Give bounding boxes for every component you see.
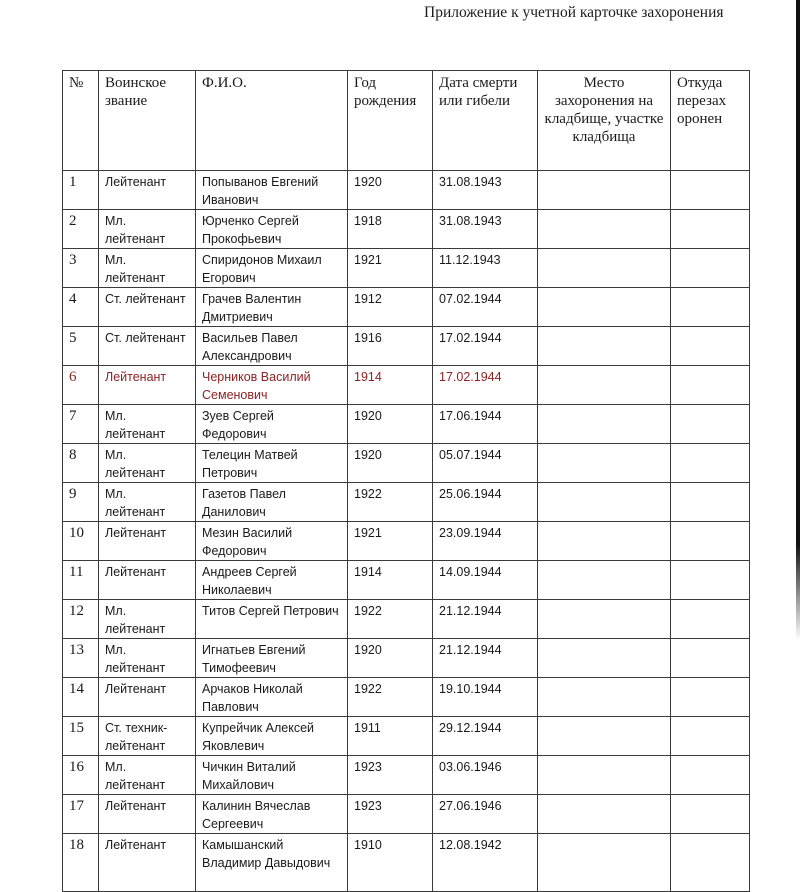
row-rank: Лейтенант — [99, 678, 196, 717]
table-row — [63, 834, 750, 892]
row-full-name: Калинин Вячеслав Сергеевич — [196, 795, 348, 834]
row-full-name: Попыванов Евгений Иванович — [196, 171, 348, 210]
row-death-date: 17.02.1944 — [433, 366, 538, 405]
row-burial-place — [538, 210, 671, 249]
row-number: 8 — [63, 444, 99, 483]
row-reburied-from — [671, 288, 750, 327]
row-number: 15 — [63, 717, 99, 756]
row-birth-year: 1922 — [348, 600, 433, 639]
row-full-name: Черников Василий Семенович — [196, 366, 348, 405]
row-death-date: 31.08.1943 — [433, 210, 538, 249]
header-rank: Воинское звание — [99, 71, 196, 171]
row-death-date: 23.09.1944 — [433, 522, 538, 561]
row-death-date: 21.12.1944 — [433, 600, 538, 639]
row-number: 11 — [63, 561, 99, 600]
header-burial-place: Место захоронения на кладбище, участке кладбища — [538, 71, 671, 171]
table-row — [63, 210, 750, 249]
header-name: Ф.И.О. — [196, 71, 348, 171]
row-burial-place — [538, 717, 671, 756]
row-number: 18 — [63, 834, 99, 892]
row-number: 2 — [63, 210, 99, 249]
row-rank: Мл. лейтенант — [99, 210, 196, 249]
row-reburied-from — [671, 795, 750, 834]
table-row — [63, 444, 750, 483]
header-death-date: Дата смерти или гибели — [433, 71, 538, 171]
row-reburied-from — [671, 756, 750, 795]
row-full-name: Арчаков Николай Павлович — [196, 678, 348, 717]
row-number: 14 — [63, 678, 99, 717]
row-birth-year: 1923 — [348, 756, 433, 795]
table-row — [63, 639, 750, 678]
row-number: 5 — [63, 327, 99, 366]
row-rank: Мл. лейтенант — [99, 600, 196, 639]
row-rank: Лейтенант — [99, 366, 196, 405]
row-burial-place — [538, 327, 671, 366]
row-death-date: 25.06.1944 — [433, 483, 538, 522]
row-number: 12 — [63, 600, 99, 639]
row-rank: Лейтенант — [99, 795, 196, 834]
row-birth-year: 1920 — [348, 444, 433, 483]
row-rank: Ст. техник-лейтенант — [99, 717, 196, 756]
row-birth-year: 1920 — [348, 171, 433, 210]
row-death-date: 03.06.1946 — [433, 756, 538, 795]
header-number: № — [63, 71, 99, 171]
row-death-date: 14.09.1944 — [433, 561, 538, 600]
table-row — [63, 366, 750, 405]
row-rank: Лейтенант — [99, 522, 196, 561]
row-death-date: 31.08.1943 — [433, 171, 538, 210]
table-row — [63, 171, 750, 210]
header-row — [63, 71, 750, 171]
table-row — [63, 249, 750, 288]
row-number: 13 — [63, 639, 99, 678]
row-number: 16 — [63, 756, 99, 795]
row-burial-place — [538, 249, 671, 288]
row-number: 7 — [63, 405, 99, 444]
row-reburied-from — [671, 171, 750, 210]
row-birth-year: 1923 — [348, 795, 433, 834]
row-death-date: 27.06.1946 — [433, 795, 538, 834]
row-burial-place — [538, 678, 671, 717]
table-row — [63, 600, 750, 639]
row-burial-place — [538, 639, 671, 678]
row-reburied-from — [671, 639, 750, 678]
header-birth-year: Год рождения — [348, 71, 433, 171]
row-birth-year: 1922 — [348, 678, 433, 717]
row-death-date: 12.08.1942 — [433, 834, 538, 892]
row-rank: Лейтенант — [99, 171, 196, 210]
row-rank: Ст. лейтенант — [99, 327, 196, 366]
row-full-name: Андреев Сергей Николаевич — [196, 561, 348, 600]
row-burial-place — [538, 366, 671, 405]
row-death-date: 07.02.1944 — [433, 288, 538, 327]
row-reburied-from — [671, 834, 750, 892]
header-reburied-from: Откуда перезах оронен — [671, 71, 750, 171]
row-full-name: Купрейчик Алексей Яковлевич — [196, 717, 348, 756]
row-burial-place — [538, 834, 671, 892]
row-reburied-from — [671, 366, 750, 405]
row-full-name: Зуев Сергей Федорович — [196, 405, 348, 444]
row-rank: Мл. лейтенант — [99, 483, 196, 522]
row-full-name: Чичкин Виталий Михайлович — [196, 756, 348, 795]
row-birth-year: 1920 — [348, 405, 433, 444]
row-birth-year: 1921 — [348, 249, 433, 288]
row-birth-year: 1921 — [348, 522, 433, 561]
row-burial-place — [538, 522, 671, 561]
row-rank: Мл. лейтенант — [99, 639, 196, 678]
table-row — [63, 405, 750, 444]
row-full-name: Васильев Павел Александрович — [196, 327, 348, 366]
row-reburied-from — [671, 678, 750, 717]
row-number: 6 — [63, 366, 99, 405]
row-burial-place — [538, 600, 671, 639]
row-full-name: Камышанский Владимир Давыдович — [196, 834, 348, 892]
row-burial-place — [538, 288, 671, 327]
burial-table — [62, 70, 750, 892]
row-rank: Лейтенант — [99, 561, 196, 600]
row-reburied-from — [671, 249, 750, 288]
document-title: Приложение к учетной карточке захоронения — [424, 4, 724, 21]
row-rank: Лейтенант — [99, 834, 196, 892]
row-birth-year: 1918 — [348, 210, 433, 249]
row-rank: Ст. лейтенант — [99, 288, 196, 327]
row-birth-year: 1910 — [348, 834, 433, 892]
table-row — [63, 561, 750, 600]
row-burial-place — [538, 756, 671, 795]
scan-edge — [796, 0, 800, 640]
row-reburied-from — [671, 483, 750, 522]
row-reburied-from — [671, 405, 750, 444]
row-birth-year: 1922 — [348, 483, 433, 522]
row-full-name: Телецин Матвей Петрович — [196, 444, 348, 483]
table-row — [63, 717, 750, 756]
row-full-name: Грачев Валентин Дмитриевич — [196, 288, 348, 327]
row-rank: Мл. лейтенант — [99, 405, 196, 444]
table-row — [63, 288, 750, 327]
table-row — [63, 522, 750, 561]
row-reburied-from — [671, 327, 750, 366]
row-reburied-from — [671, 444, 750, 483]
row-death-date: 17.02.1944 — [433, 327, 538, 366]
row-burial-place — [538, 795, 671, 834]
row-burial-place — [538, 483, 671, 522]
row-full-name: Мезин Василий Федорович — [196, 522, 348, 561]
row-rank: Мл. лейтенант — [99, 444, 196, 483]
row-reburied-from — [671, 561, 750, 600]
row-number: 4 — [63, 288, 99, 327]
row-number: 1 — [63, 171, 99, 210]
row-full-name: Спиридонов Михаил Егорович — [196, 249, 348, 288]
row-reburied-from — [671, 600, 750, 639]
row-burial-place — [538, 405, 671, 444]
row-birth-year: 1911 — [348, 717, 433, 756]
table-row — [63, 795, 750, 834]
row-reburied-from — [671, 210, 750, 249]
row-number: 10 — [63, 522, 99, 561]
row-number: 9 — [63, 483, 99, 522]
row-birth-year: 1920 — [348, 639, 433, 678]
row-death-date: 05.07.1944 — [433, 444, 538, 483]
row-reburied-from — [671, 717, 750, 756]
table-row — [63, 327, 750, 366]
row-death-date: 29.12.1944 — [433, 717, 538, 756]
row-death-date: 11.12.1943 — [433, 249, 538, 288]
table-row — [63, 483, 750, 522]
row-rank: Мл. лейтенант — [99, 756, 196, 795]
row-burial-place — [538, 561, 671, 600]
row-number: 17 — [63, 795, 99, 834]
table-row — [63, 756, 750, 795]
row-birth-year: 1916 — [348, 327, 433, 366]
row-death-date: 21.12.1944 — [433, 639, 538, 678]
row-number: 3 — [63, 249, 99, 288]
row-reburied-from — [671, 522, 750, 561]
row-full-name: Газетов Павел Данилович — [196, 483, 348, 522]
row-birth-year: 1912 — [348, 288, 433, 327]
row-burial-place — [538, 444, 671, 483]
row-birth-year: 1914 — [348, 366, 433, 405]
row-birth-year: 1914 — [348, 561, 433, 600]
row-full-name: Юрченко Сергей Прокофьевич — [196, 210, 348, 249]
row-death-date: 17.06.1944 — [433, 405, 538, 444]
row-full-name: Игнатьев Евгений Тимофеевич — [196, 639, 348, 678]
row-burial-place — [538, 171, 671, 210]
row-full-name: Титов Сергей Петрович — [196, 600, 348, 639]
table-row — [63, 678, 750, 717]
row-death-date: 19.10.1944 — [433, 678, 538, 717]
row-rank: Мл. лейтенант — [99, 249, 196, 288]
